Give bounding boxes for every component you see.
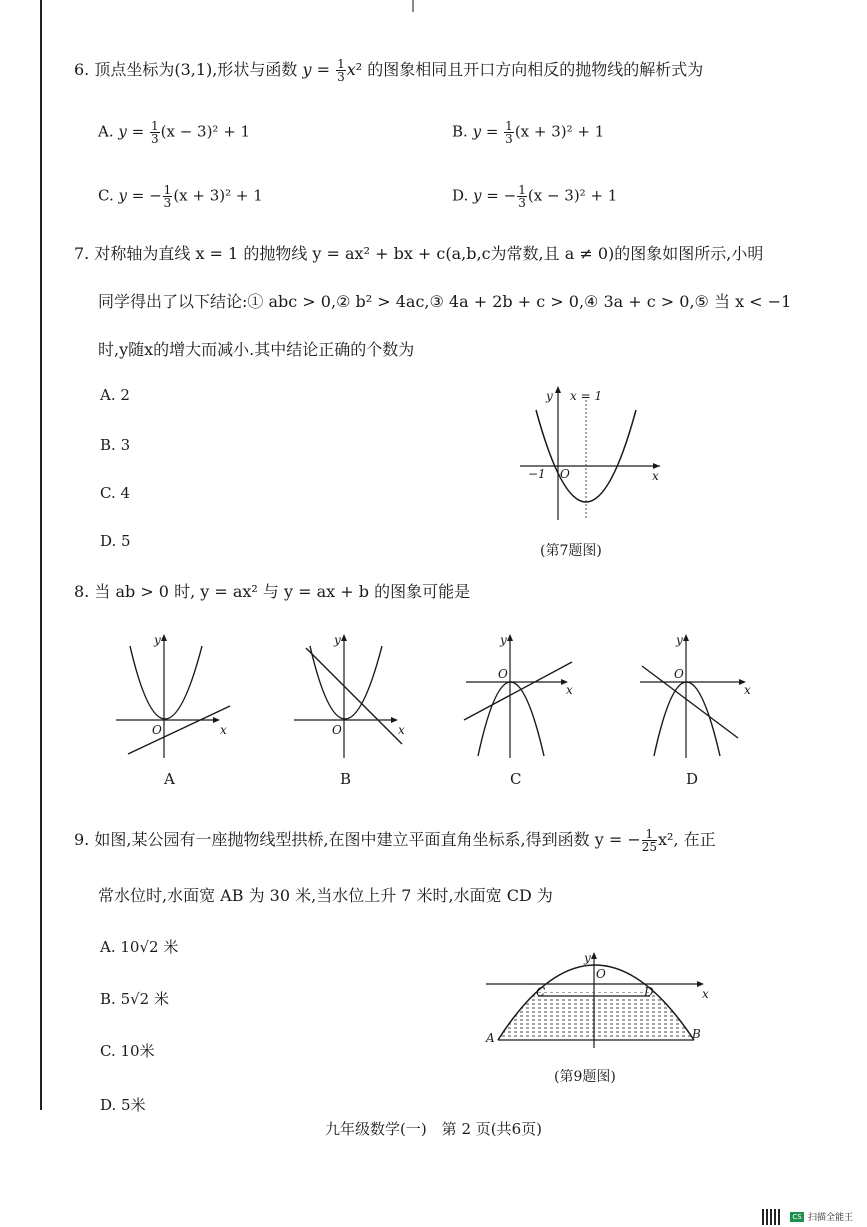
q6-option-b[interactable]: B. y = $\frac{1}{3}$ (x + 3)² + 1 xyxy=(452,119,605,146)
q7-caption: (第7题图) xyxy=(540,543,602,559)
svg-text:B: B xyxy=(692,1027,701,1041)
svg-text:O: O xyxy=(674,667,684,681)
q7-option-b[interactable]: B. 3 xyxy=(100,436,131,454)
q6-number: 6. xyxy=(74,60,90,79)
svg-text:x: x xyxy=(566,683,573,697)
q8-graph-d[interactable] xyxy=(636,632,760,762)
q6-text-a: 顶点坐标为(3,1),形状与函数 xyxy=(94,60,298,79)
q6-option-c[interactable]: C. y = − $\frac{1}{3}$ (x + 3)² + 1 xyxy=(98,183,263,210)
svg-text:y: y xyxy=(154,633,161,647)
q6-text-b: 的图象相同且开口方向相反的抛物线的解析式为 xyxy=(367,60,704,79)
q8-label-b: B xyxy=(340,770,352,788)
q8-label-a: A xyxy=(164,770,175,788)
q8-label-c: C xyxy=(510,770,522,788)
q7-option-c[interactable]: C. 4 xyxy=(100,484,131,502)
page-footer: 九年级数学(一) 第 2 页(共6页) xyxy=(324,1120,543,1138)
question-7-line-3: 时,y随x的增大而减小.其中结论正确的个数为 xyxy=(98,340,415,359)
q9-caption: (第9题图) xyxy=(554,1069,616,1085)
q9-figure xyxy=(484,950,714,1050)
page-margin-line xyxy=(40,0,42,1110)
q9-option-c[interactable]: C. 10米 xyxy=(100,1042,155,1060)
svg-text:C: C xyxy=(536,985,546,999)
q7-axis-label: x = 1 xyxy=(570,389,603,403)
svg-text:y: y xyxy=(334,633,341,647)
q6-option-a[interactable]: A. y = $\frac{1}{3}$ (x − 3)² + 1 xyxy=(98,119,251,146)
svg-text:x: x xyxy=(744,683,751,697)
svg-text:O: O xyxy=(596,967,606,981)
q6-option-d[interactable]: D. y = − $\frac{1}{3}$ (x − 3)² + 1 xyxy=(452,183,618,210)
svg-text:O: O xyxy=(332,723,342,737)
question-9-line-2: 常水位时,水面宽 AB 为 30 米,当水位上升 7 米时,水面宽 CD 为 xyxy=(98,886,553,905)
q7-option-d[interactable]: D. 5 xyxy=(100,532,131,550)
q7-neg-one-label: −1 xyxy=(528,467,546,481)
svg-text:x: x xyxy=(220,723,227,737)
q7-figure xyxy=(510,382,670,532)
q6-fraction: $\frac{1}{3}$ xyxy=(337,57,345,84)
scanner-watermark: 扫描全能王 xyxy=(808,1213,854,1223)
question-9-line-1: 9. 如图,某公园有一座抛物线型拱桥,在图中建立平面直角坐标系,得到函数 y = − $\frac{1}{25}$ x², 在正 xyxy=(74,827,716,854)
q9-option-b[interactable]: B. 5√2 米 xyxy=(100,990,169,1008)
question-8: 8. 当 ab > 0 时, y = ax² 与 y = ax + b 的图象可能是 xyxy=(74,582,471,601)
q7-option-a[interactable]: A. 2 xyxy=(100,386,130,404)
question-7-line-1: 7. 对称轴为直线 x = 1 的抛物线 y = ax² + bx + c(a,b,c为常数,且 a ≠ 0)的图象如图所示,小明 xyxy=(74,244,764,263)
question-7-line-2: 同学得出了以下结论:① abc > 0,② b² > 4ac,③ 4a + 2b + c > 0,④ 3a + c > 0,⑤ 当 x < −1 xyxy=(98,292,792,311)
q7-x-label: x xyxy=(652,469,659,483)
q8-label-d: D xyxy=(686,770,699,788)
q8-graph-c[interactable] xyxy=(462,632,586,762)
q9-option-d[interactable]: D. 5米 xyxy=(100,1096,146,1114)
q9-water-hatch xyxy=(484,992,714,1042)
q7-y-label: y xyxy=(546,389,553,403)
svg-text:D: D xyxy=(644,985,654,999)
svg-text:y: y xyxy=(500,633,507,647)
scan-artifact xyxy=(412,0,414,12)
question-6: 6. 顶点坐标为(3,1),形状与函数 y = $\frac{1}{3}$ x² 的图象相同且开口方向相反的抛物线的解析式为 xyxy=(74,57,704,84)
q7-origin-label: O xyxy=(560,467,570,481)
q9-option-a[interactable]: A. 10√2 米 xyxy=(100,938,179,956)
svg-text:y: y xyxy=(676,633,683,647)
scanner-logo-icon: CS xyxy=(790,1212,804,1222)
q8-graph-a[interactable] xyxy=(114,632,238,762)
svg-text:O: O xyxy=(152,723,162,737)
qr-code-icon xyxy=(762,1209,782,1225)
q8-graph-b[interactable] xyxy=(292,632,416,762)
svg-text:y: y xyxy=(584,951,591,965)
svg-text:A: A xyxy=(486,1031,495,1045)
svg-text:x: x xyxy=(702,987,709,1001)
svg-text:x: x xyxy=(398,723,405,737)
svg-text:O: O xyxy=(498,667,508,681)
